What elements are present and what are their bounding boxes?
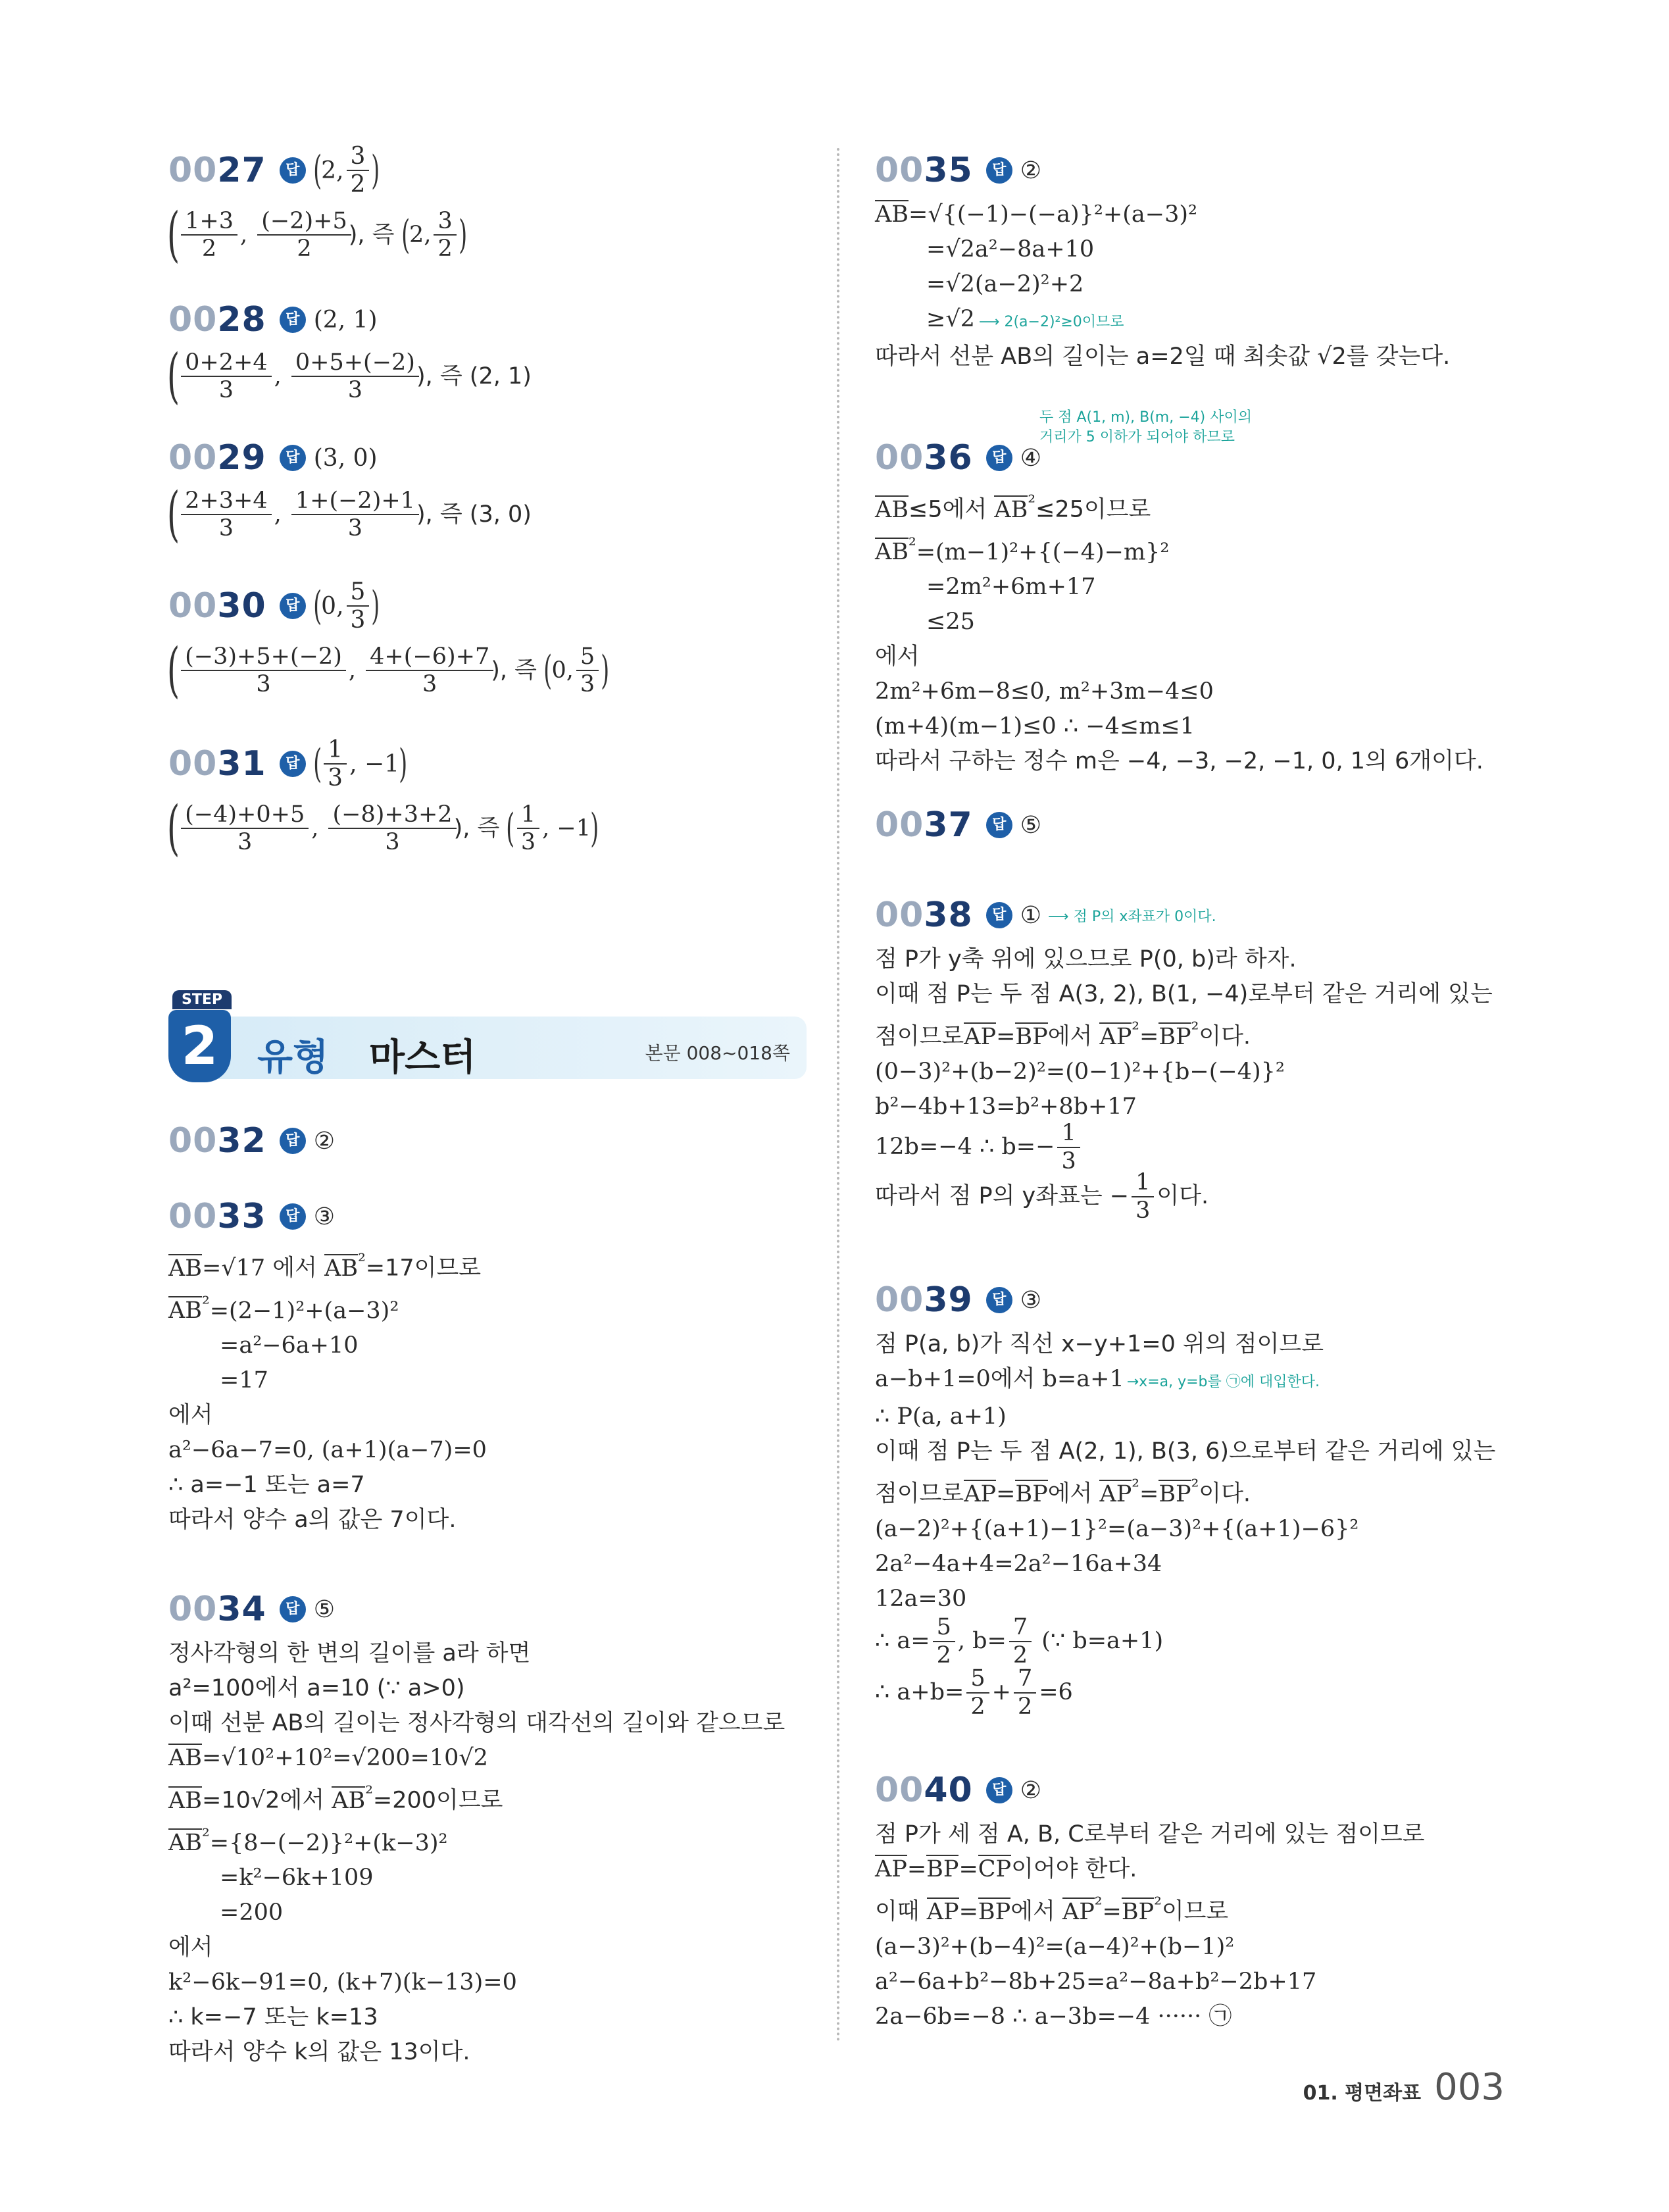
problem-0036: [875, 408, 1520, 779]
answer: ②: [1020, 1776, 1042, 1804]
solution-line: 따라서 양수 a의 값은 7이다.: [168, 1507, 457, 1534]
solution-line: =√2(a−2)²+2: [926, 271, 1084, 297]
solution-line: AB≤5에서 $AB^{^2}\le 25$이므로: [875, 491, 1151, 523]
answer-badge: 답: [280, 751, 306, 777]
solution-line: 이때 점 P는 두 점 A(3, 2), B(1, −4)로부터 같은 거리에 있는: [875, 981, 1493, 1007]
problem-0034: [168, 1582, 800, 2070]
solution-line: (a−3)²+(b−4)²=(a−4)²+(b−1)²: [875, 1933, 1235, 1960]
solution-line: 점이므로AP=BP에서 $AP^{^2}=BP^{^2}$이다.: [875, 1475, 1251, 1507]
problem-0033: [168, 1190, 800, 1538]
solution-line: ∴ a= $\frac{5}{2}$ , b= $\frac{7}{2}$ (∵ b=a+1): [875, 1614, 1164, 1669]
answer: ③: [1020, 1286, 1042, 1314]
solution-line: $AB^{^2}=(m-1)^2+\{(-4)-m\}^2$: [875, 533, 1170, 566]
answer: ⑤: [1020, 811, 1042, 839]
solution-line: =2m²+6m+17: [926, 574, 1096, 601]
solution-line: 12b=−4 ∴ b=− $\frac{1}{3}$: [875, 1124, 1520, 1170]
answer-badge: 답: [280, 1128, 306, 1154]
solution-line: 2m²+6m−8≤0, m²+3m−4≤0: [875, 678, 1214, 705]
solution-line: =200: [220, 1899, 284, 1926]
problem-number: 0037: [875, 805, 973, 845]
problem-number: 0033: [168, 1197, 266, 1236]
step-number: 2: [168, 1010, 231, 1082]
problem-number: 0030: [168, 586, 266, 626]
solution-line: a²=100에서 a=10 (∵ a>0): [168, 1675, 465, 1701]
solution-line: AB=√{(−1)−(−a)}²+(a−3)²: [875, 201, 1198, 228]
problem-number: 0031: [168, 744, 266, 784]
problem-number: 0040: [875, 1771, 973, 1810]
answer-badge: 답: [280, 157, 306, 184]
problem-number: 0038: [875, 895, 973, 935]
solution-line: =17: [220, 1367, 268, 1394]
step-title-type: 유형: [257, 1036, 329, 1079]
annotation: 두 점 A(1, m), B(m, −4) 사이의 거리가 5 이하가 되어야 하므로: [1039, 409, 1252, 445]
solution-line: 이때 AP=BP에서 $AP^{^2}=BP^{^2}$이므로: [875, 1893, 1229, 1925]
solution-line: =a²−6a+10: [220, 1332, 359, 1359]
answer: ( 0, $\frac{5}{3}$ ): [313, 578, 380, 634]
answer-badge: 답: [280, 307, 306, 333]
problem-number: 0027: [168, 151, 266, 190]
answer: ( 2, $\frac{3}{2}$ ): [313, 142, 380, 198]
step-tag: STEP: [172, 990, 232, 1009]
solution-line: ( $\frac{(-4)+0+5}{3}$ , $\frac{(-8)+3+2}{3}$ ), 즉 ( $\frac{1}{3}$ , −1 ): [166, 793, 599, 863]
problem-number: 0036: [875, 438, 973, 478]
solution-line: a²−6a−7=0, (a+1)(a−7)=0: [168, 1437, 487, 1464]
problem-0040: [875, 1763, 1520, 2034]
answer: ②: [1020, 157, 1042, 184]
solution-line: 점 P가 y축 위에 있으므로 P(0, b)라 하자.: [875, 946, 1297, 972]
answer: (3, 0): [313, 444, 378, 472]
problem-0032: [168, 1114, 800, 1168]
solution-line: (0−3)²+(b−2)²=(0−1)²+{b−(−4)}²: [875, 1058, 1285, 1085]
solution-line: ≤25: [926, 609, 975, 636]
step-title-master: 마스터: [369, 1036, 476, 1079]
solution-line: AB=√17 에서 $AB^{^2}=17$이므로: [168, 1249, 482, 1282]
solution-line: 따라서 선분 AB의 길이는 a=2일 때 최솟값 √2를 갖는다.: [875, 343, 1451, 370]
solution-line: AB=√10²+10²=√200=10√2: [168, 1745, 488, 1771]
solution-line: 따라서 점 P의 y좌표는 − $\frac{1}{3}$ 이다.: [875, 1169, 1209, 1224]
answer: (2, 1): [313, 306, 378, 334]
solution-line: b²−4b+13=b²+8b+17: [875, 1093, 1137, 1120]
step-2-banner: [168, 990, 813, 1089]
answer-badge: 답: [986, 1777, 1012, 1803]
solution-line: =k²−6k+109: [220, 1865, 374, 1892]
column-divider: [837, 148, 839, 2043]
problem-number: 0029: [168, 438, 266, 478]
solution-line: 점 P(a, b)가 직선 x−y+1=0 위의 점이므로: [875, 1331, 1324, 1357]
solution-line: 에서: [168, 1934, 213, 1961]
problem-number: 0032: [168, 1121, 266, 1161]
problem-0029: [166, 431, 800, 549]
chapter-title: 01. 평면좌표: [1303, 2082, 1422, 2105]
problem-0027: [166, 142, 800, 269]
solution-line: 에서: [875, 643, 920, 670]
solution-line: 이때 점 P는 두 점 A(2, 1), B(3, 6)으로부터 같은 거리에 있는: [875, 1438, 1496, 1465]
solution-line: 2a²−4a+4=2a²−16a+34: [875, 1550, 1162, 1577]
solution-line: ( $\frac{0+2+4}{3}$ , $\frac{0+5+(-2)}{3}$ ), 즉 (2, 1): [166, 341, 532, 411]
solution-line: ( $\frac{2+3+4}{3}$ , $\frac{1+(-2)+1}{3}$ ), 즉 (3, 0): [166, 480, 532, 549]
answer-badge: 답: [280, 1203, 306, 1230]
answer: ③: [313, 1203, 336, 1230]
solution-line: 따라서 양수 k의 값은 13이다.: [168, 2039, 470, 2066]
solution-line: (a−2)²+{(a+1)−1}²=(a−3)²+{(a+1)−6}²: [875, 1515, 1359, 1542]
page-number: 003: [1434, 2066, 1505, 2109]
answer-badge: 답: [986, 902, 1012, 928]
problem-number: 0034: [168, 1590, 266, 1629]
answer-badge: 답: [986, 812, 1012, 838]
solution-line: $AB^{^2}=\{8-(-2)\}^2+(k-3)^2$: [168, 1824, 448, 1857]
problem-number: 0035: [875, 151, 973, 190]
solution-line: ∴ k=−7 또는 k=13: [168, 2004, 378, 2031]
solution-line: 점 P가 세 점 A, B, C로부터 같은 거리에 있는 점이므로: [875, 1821, 1425, 1848]
solution-line: 따라서 구하는 정수 m은 −4, −3, −2, −1, 0, 1의 6개이다.: [875, 748, 1483, 775]
problem-0037: [875, 798, 1520, 852]
answer: ⑤: [313, 1596, 336, 1623]
page-footer: [1303, 2066, 1505, 2109]
solution-line: =√2a²−8a+10: [926, 236, 1095, 263]
answer-badge: 답: [280, 1596, 306, 1622]
solution-line: ( $\frac{1+3}{2}$ , $\frac{(-2)+5}{2}$ ), 즉 ( 2, $\frac{3}{2}$ ): [166, 200, 467, 269]
solution-line: ∴ a=−1 또는 a=7: [168, 1472, 365, 1499]
problem-number: 0039: [875, 1280, 973, 1320]
solution-line: $AB^{^2}=(2-1)^2+(a-3)^2$: [168, 1292, 399, 1324]
solution-line: a−b+1=0에서 b=a+1 →x=a, y=b를 ㉠에 대입한다.: [875, 1366, 1320, 1392]
solution-line: k²−6k−91=0, (k+7)(k−13)=0: [168, 1969, 517, 1996]
solution-line: ∴ P(a, a+1): [875, 1403, 1007, 1430]
answer: ①: [1020, 901, 1042, 929]
problem-0038: 0038 답 ① ⟶ 점 P의 x좌표가 0이다. 점 P가 y축 위에 있으므로 P(0, b)라 하자. 이때 점 P는 두 점 A(3, 2), B(1, −4)로부터 같은 거리에 있는 점이므로AP=BP에서 $AP^{^2}=BP^{^2}$이다. (0−3)²+(b−2)²=(0−1)²+{b−(−4)}² b²−4b+13=b²+8b+17 12b=−4 ∴ b=− $\frac{1}{3}$ 따라서 점 P의 y좌표는 − $\frac{1}{3}$ 이다.: [875, 888, 1520, 1223]
solution-line: 정사각형의 한 변의 길이를 a라 하면: [168, 1640, 531, 1667]
answer-badge: 답: [280, 445, 306, 471]
answer: ( $\frac{1}{3}$ , −1 ): [313, 736, 408, 792]
solution-line: (m+4)(m−1)≤0 ∴ −4≤m≤1: [875, 713, 1195, 740]
problem-0039: [875, 1273, 1520, 1719]
solution-line: 이때 선분 AB의 길이는 정사각형의 대각선의 길이와 같으므로: [168, 1710, 785, 1736]
answer-badge: 답: [986, 157, 1012, 184]
problem-number: 0028: [168, 300, 266, 339]
solution-line: ∴ a+b= $\frac{5}{2}$ + $\frac{7}{2}$ =6: [875, 1665, 1073, 1720]
answer-badge: 답: [280, 593, 306, 619]
answer-badge: 답: [986, 445, 1012, 471]
solution-line: AB=10√2에서 $AB^{^2}=200$이므로: [168, 1782, 503, 1814]
solution-line: AP=BP=CP이어야 한다.: [875, 1856, 1137, 1882]
solution-line: 점이므로AP=BP에서 $AP^{^2}=BP^{^2}$이다.: [875, 1018, 1251, 1050]
solution-line: 12a=30: [875, 1585, 967, 1612]
solution-line: a²−6a+b²−8b+25=a²−8a+b²−2b+17: [875, 1968, 1317, 1995]
problem-0028: [166, 293, 800, 411]
answer: ④: [1020, 444, 1042, 472]
solution-line: ( $\frac{(-3)+5+(-2)}{3}$ , $\frac{4+(-6)+7}{3}$ ), 즉 ( 0, $\frac{5}{3}$ ): [166, 636, 610, 705]
answer: ②: [313, 1127, 336, 1155]
problem-0035: [875, 143, 1520, 374]
solution-line: ≥√2 ⟶ 2(a−2)²≥0이므로: [926, 306, 1124, 332]
solution-line: 2a−6b=−8 ∴ a−3b=−4 ······ ㉠: [875, 2003, 1232, 2030]
solution-line: 에서: [168, 1402, 213, 1429]
problem-0030: [166, 578, 800, 705]
answer-badge: 답: [986, 1287, 1012, 1313]
problem-0031: [166, 736, 800, 863]
page-reference: 본문 008~018쪽: [645, 1042, 790, 1064]
